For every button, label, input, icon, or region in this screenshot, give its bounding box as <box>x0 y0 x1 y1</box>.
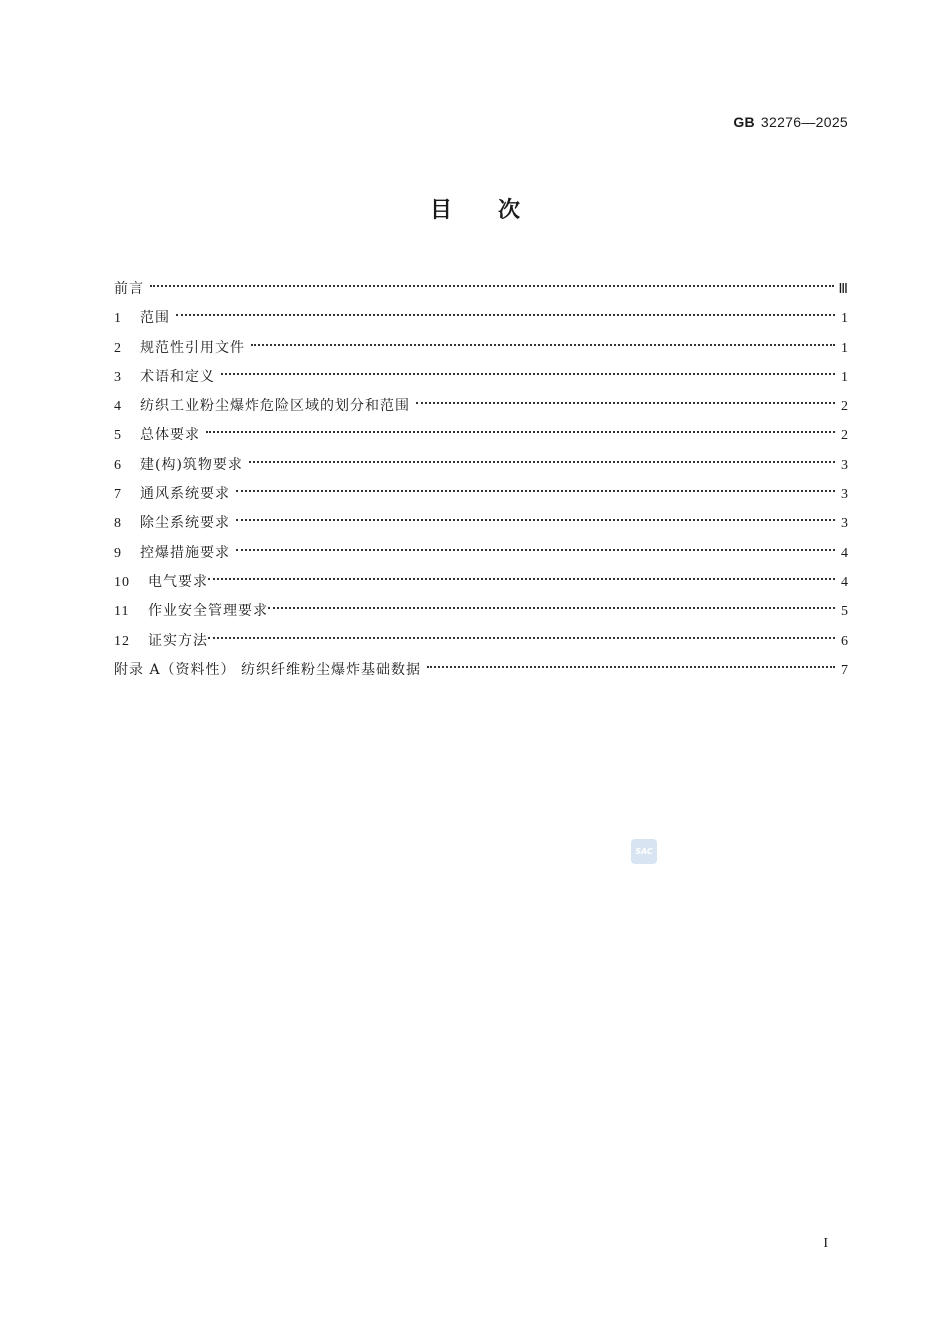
toc-entry-page: 1 <box>841 369 849 385</box>
sac-logo-icon <box>631 839 657 864</box>
toc-entry-page: 5 <box>841 604 849 620</box>
toc-entry-foreword[interactable] <box>114 273 849 302</box>
toc-entry-label: 术语和定义 <box>140 368 215 385</box>
toc-entry-label: 总体要求 <box>140 427 200 444</box>
toc-entry-11[interactable] <box>114 595 849 624</box>
toc-entry-page: 6 <box>841 633 849 649</box>
toc-entry-2[interactable] <box>114 332 849 361</box>
toc-entry-number: 9 <box>114 545 122 561</box>
toc-entry-number: 12 <box>114 633 130 649</box>
toc-entry-page: Ⅲ <box>838 282 849 297</box>
toc-entry-7[interactable] <box>114 478 849 507</box>
toc-entry-page: 4 <box>841 545 849 561</box>
toc-entry-label: 电气要求 <box>148 573 208 590</box>
toc-leader-dots <box>150 273 834 293</box>
toc-leader-dots <box>221 361 835 381</box>
toc-leader-dots <box>236 537 835 557</box>
toc-entry-page: 1 <box>841 340 849 356</box>
standard-code <box>733 114 848 130</box>
toc-leader-dots <box>416 390 835 410</box>
toc-entry-number: 5 <box>114 428 122 444</box>
toc-leader-dots <box>236 507 835 527</box>
toc-entry-number: 3 <box>114 369 122 385</box>
toc-entry-page: 3 <box>841 516 849 532</box>
toc-entry-number: 6 <box>114 457 122 473</box>
toc-entry-number: 8 <box>114 516 122 532</box>
toc-entry-page: 3 <box>841 487 849 503</box>
toc-entry-page: 1 <box>841 311 849 327</box>
toc-entry-label: 控爆措施要求 <box>140 544 230 561</box>
toc-entry-number: 10 <box>114 574 130 590</box>
table-of-contents <box>114 273 849 683</box>
toc-entry-page: 2 <box>841 399 849 415</box>
toc-entry-page: 3 <box>841 457 849 473</box>
toc-entry-page: 2 <box>841 428 849 444</box>
toc-entry-label: 通风系统要求 <box>140 486 230 503</box>
toc-leader-dots <box>206 419 835 439</box>
toc-entry-4[interactable] <box>114 390 849 419</box>
toc-leader-dots <box>236 478 835 498</box>
toc-leader-dots <box>427 654 835 674</box>
toc-entry-number: 7 <box>114 487 122 503</box>
toc-entry-label: 规范性引用文件 <box>140 339 245 356</box>
toc-entry-1[interactable] <box>114 302 849 331</box>
toc-entry-label: 作业安全管理要求 <box>148 603 268 620</box>
toc-leader-dots <box>249 449 835 469</box>
toc-entry-number: 2 <box>114 340 122 356</box>
toc-entry-label: 证实方法 <box>148 632 208 649</box>
toc-entry-number: 1 <box>114 311 122 327</box>
title-char-1: 目 <box>429 198 452 223</box>
toc-leader-dots <box>176 302 835 322</box>
toc-entry-10[interactable] <box>114 566 849 595</box>
toc-entry-label: 建(构)筑物要求 <box>140 456 243 473</box>
title-char-2: 次 <box>498 198 521 223</box>
toc-leader-dots <box>268 595 835 615</box>
toc-leader-dots <box>208 566 835 586</box>
toc-entry-6[interactable] <box>114 449 849 478</box>
watermark-text: SAC <box>635 847 653 856</box>
toc-entry-3[interactable] <box>114 361 849 390</box>
toc-leader-dots <box>208 625 835 645</box>
toc-entry-annex-a[interactable] <box>114 654 849 683</box>
toc-entry-label: 纺织工业粉尘爆炸危险区域的划分和范围 <box>140 398 410 415</box>
toc-entry-label: 附录 A（资料性） 纺织纤维粉尘爆炸基础数据 <box>114 661 422 678</box>
page-number: I <box>823 1236 828 1251</box>
toc-entry-9[interactable] <box>114 537 849 566</box>
toc-entry-label: 范围 <box>140 310 170 327</box>
toc-entry-12[interactable] <box>114 625 849 654</box>
toc-leader-dots <box>251 332 835 352</box>
toc-entry-5[interactable] <box>114 419 849 448</box>
toc-entry-8[interactable] <box>114 507 849 536</box>
toc-entry-number: 11 <box>114 604 130 620</box>
toc-entry-label: 除尘系统要求 <box>140 515 230 532</box>
standard-prefix: GB <box>733 114 755 130</box>
toc-entry-page: 4 <box>841 574 849 590</box>
page-title <box>0 193 950 224</box>
toc-entry-label: 前言 <box>114 281 144 297</box>
standard-number: 32276—2025 <box>760 114 848 130</box>
toc-entry-page: 7 <box>841 662 849 678</box>
toc-entry-number: 4 <box>114 399 122 415</box>
